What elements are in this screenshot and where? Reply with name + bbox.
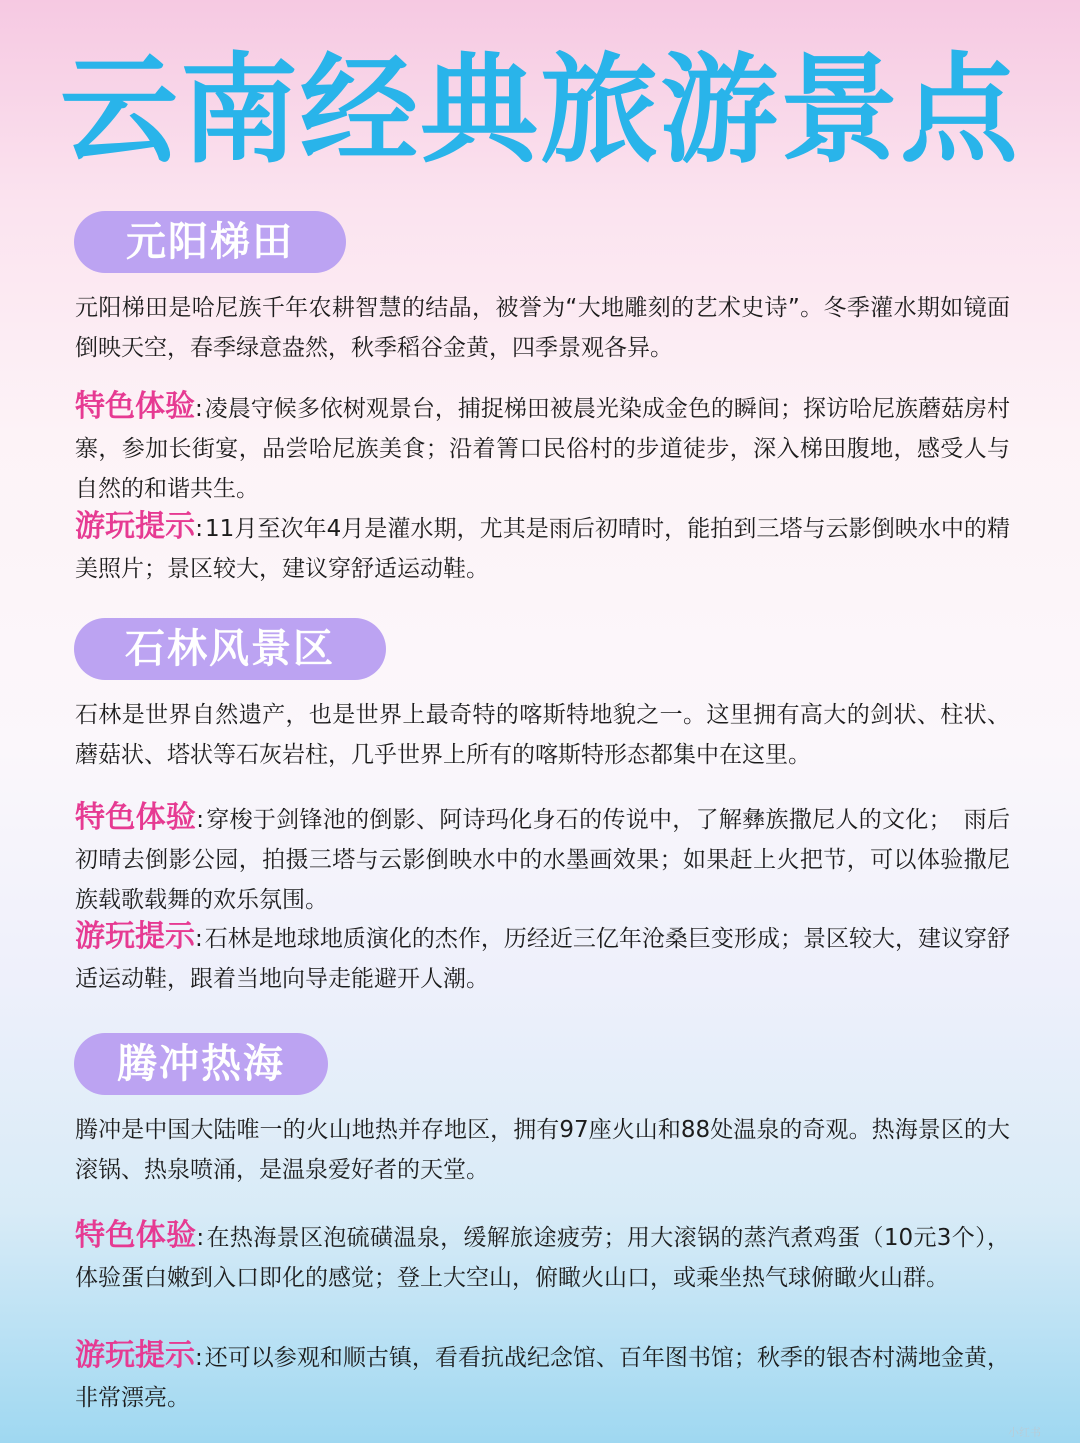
feature-text: 在热海景区泡硫磺温泉，缓解旅途疲劳；用大滚锅的蒸汽煮鸡蛋（10元3个），体验蛋白嫩到入口即化的感觉；登上大空山，俯瞰火山口，或乘坐热气球俯瞰火山群。 bbox=[75, 1225, 1010, 1291]
tip-text: 石林是地球地质演化的杰作，历经近三亿年沧桑巨变形成；景区较大，建议穿舒适运动鞋，跟着当地向导走能避开人潮。 bbox=[75, 926, 1011, 992]
tip-paragraph-shilin: 游玩提示:石林是地球地质演化的杰作，历经近三亿年沧桑巨变形成；景区较大，建议穿舒适运动鞋，跟着当地向导走能避开人潮。 bbox=[75, 919, 1011, 992]
page-title: 云南经典旅游景点 bbox=[59, 41, 1020, 179]
feature-paragraph-shilin: 特色体验:穿梭于剑锋池的倒影、阿诗玛化身石的传说中，了解彝族撒尼人的文化； 雨后初晴去倒影公园，拍摄三塔与云影倒映水中的水墨画效果；如果赶上火把节，可以体验撒尼族载歌载舞的欢乐氛围。 bbox=[75, 800, 1011, 913]
feature-text: 凌晨守候多依树观景台，捕捉梯田被晨光染成金色的瞬间；探访哈尼族蘑菇房村寨，参加长街宴，品尝哈尼族美食；沿着箐口民俗村的步道徒步，深入梯田腹地，感受人与自然的和谐共生。 bbox=[75, 396, 1011, 502]
feature-label: 特色体验 bbox=[75, 389, 196, 424]
section-heading-shilin: 石林风景区 bbox=[74, 618, 386, 680]
tip-text: 还可以参观和顺古镇，看看抗战纪念馆、百年图书馆；秋季的银杏村满地金黄，非常漂亮。 bbox=[75, 1345, 1011, 1411]
tip-label: 游玩提示 bbox=[75, 919, 196, 954]
section-intro-yuanyang: 元阳梯田是哈尼族千年农耕智慧的结晶，被誉为“大地雕刻的艺术史诗”。冬季灌水期如镜面倒映天空，春季绿意盎然，秋季稻谷金黄，四季景观各异。 bbox=[75, 295, 1010, 361]
tip-label: 游玩提示 bbox=[75, 1338, 196, 1373]
feature-text: 穿梭于剑锋池的倒影、阿诗玛化身石的传说中，了解彝族撒尼人的文化； 雨后初晴去倒影公园，拍摄三塔与云影倒映水中的水墨画效果；如果赶上火把节，可以体验撒尼族载歌载舞的欢乐氛围。 bbox=[75, 807, 1011, 913]
section-intro-tengchong: 腾冲是中国大陆唯一的火山地热并存地区，拥有97座火山和88处温泉的奇观。热海景区的大滚锅、热泉喷涌，是温泉爱好者的天堂。 bbox=[75, 1117, 1010, 1183]
section-heading-tengchong: 腾冲热海 bbox=[74, 1033, 328, 1095]
tip-text: 11月至次年4月是灌水期，尤其是雨后初晴时，能拍到三塔与云影倒映水中的精美照片；景区较大，建议穿舒适运动鞋。 bbox=[75, 516, 1010, 582]
tip-paragraph-tengchong: 游玩提示:还可以参观和顺古镇，看看抗战纪念馆、百年图书馆；秋季的银杏村满地金黄，非常漂亮。 bbox=[75, 1338, 1011, 1411]
section-heading-yuanyang: 元阳梯田 bbox=[74, 211, 346, 273]
feature-label: 特色体验 bbox=[75, 1218, 197, 1253]
watermark: 小红书 bbox=[1008, 1426, 1041, 1439]
feature-paragraph-yuanyang: 特色体验:凌晨守候多依树观景台，捕捉梯田被晨光染成金色的瞬间；探访哈尼族蘑菇房村寨，参加长街宴，品尝哈尼族美食；沿着箐口民俗村的步道徒步，深入梯田腹地，感受人与自然的和谐共生。 bbox=[75, 389, 1011, 502]
tip-label: 游玩提示 bbox=[75, 509, 196, 544]
feature-paragraph-tengchong: 特色体验:在热海景区泡硫磺温泉，缓解旅途疲劳；用大滚锅的蒸汽煮鸡蛋（10元3个），体验蛋白嫩到入口即化的感觉；登上大空山，俯瞰火山口，或乘坐热气球俯瞰火山群。 bbox=[75, 1218, 1010, 1291]
feature-label: 特色体验 bbox=[75, 800, 197, 835]
tip-paragraph-yuanyang: 游玩提示:11月至次年4月是灌水期，尤其是雨后初晴时，能拍到三塔与云影倒映水中的精美照片；景区较大，建议穿舒适运动鞋。 bbox=[75, 509, 1010, 582]
section-intro-shilin: 石林是世界自然遗产，也是世界上最奇特的喀斯特地貌之一。这里拥有高大的剑状、柱状、蘑菇状、塔状等石灰岩柱，几乎世界上所有的喀斯特形态都集中在这里。 bbox=[75, 702, 1010, 768]
